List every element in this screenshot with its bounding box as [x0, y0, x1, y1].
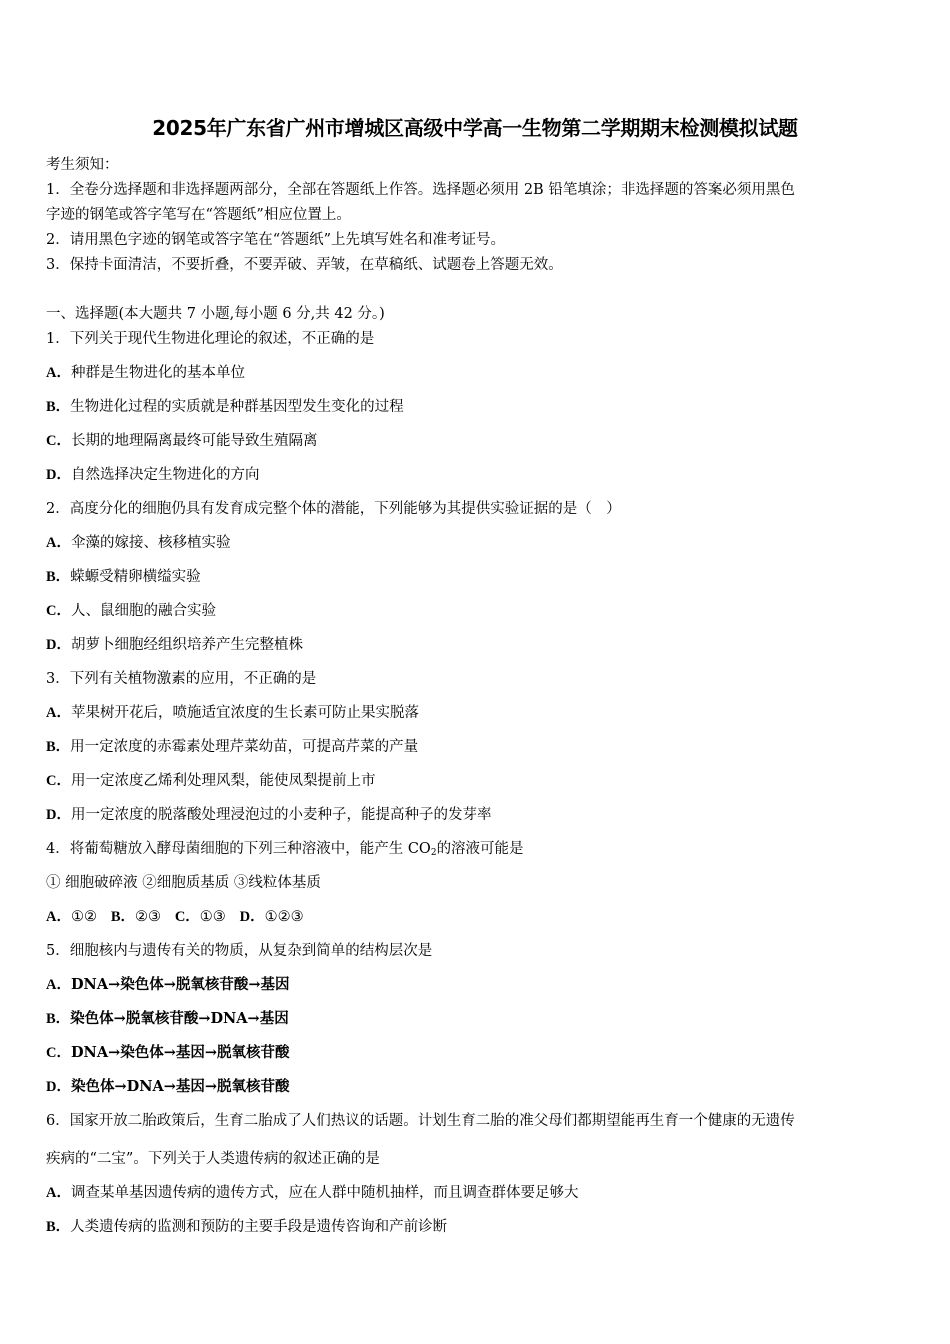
option-letter: C．	[46, 1045, 71, 1061]
question-stem: 疾病的“二宝”。下列关于人类遗传病的叙述正确的是	[46, 1151, 380, 1167]
notice-item: 3．保持卡面清洁，不要折叠，不要弄破、弄皱，在草稿纸、试题卷上答题无效。	[46, 257, 563, 273]
option-letter: A．	[46, 705, 71, 721]
notice-item: 2．请用黑色字迹的钢笔或答字笔在“答题纸”上先填写姓名和准考证号。	[46, 232, 506, 248]
option-letter: B．	[46, 1219, 71, 1235]
option-line	[46, 1041, 908, 1062]
option-line	[46, 1215, 908, 1236]
option-letter: C．	[174, 909, 200, 925]
notice-item: 1．全卷分选择题和非选择题两部分，全部在答题纸上作答。选择题必须用 2B 铅笔填涂；非选择题的答案必须用黑色	[46, 182, 795, 198]
option-text: ①②	[70, 909, 97, 925]
option-letter: A．	[46, 535, 71, 551]
option-line	[46, 1007, 908, 1028]
option-letter: D．	[239, 909, 265, 925]
option-text: 染色体→脱氧核苷酸→DNA→基因	[70, 1010, 289, 1027]
option-text: 用一定浓度乙烯利处理风梨，能使凤梨提前上市	[70, 773, 376, 789]
section-heading: 一、选择题(本大题共 7 小题,每小题 6 分,共 42 分。)	[46, 306, 385, 322]
option-text: 染色体→DNA→基因→脱氧核苷酸	[70, 1078, 290, 1095]
option-line	[46, 1181, 908, 1202]
option-text: 人类遗传病的监测和预防的主要手段是遗传咨询和产前诊断	[70, 1219, 448, 1235]
option-text: 人、鼠细胞的融合实验	[70, 603, 216, 619]
option-letter: A．	[46, 909, 71, 925]
option-letter: B．	[46, 399, 71, 415]
option-line	[46, 395, 908, 416]
option-line	[46, 905, 908, 926]
option-text: ①②③	[264, 909, 304, 925]
page-title: 2025年广东省广州市增城区高级中学高一生物第二学期期末检测模拟试题	[152, 116, 798, 140]
option-text: DNA→染色体→基因→脱氧核苷酸	[70, 1044, 290, 1061]
option-line	[46, 599, 908, 620]
option-text: 用一定浓度的脱落酸处理浸泡过的小麦种子，能提高种子的发芽率	[70, 807, 492, 823]
option-letter: A．	[46, 977, 71, 993]
option-text: ①③	[199, 909, 226, 925]
notice-item: 字迹的钢笔或答字笔写在“答题纸”相应位置上。	[46, 207, 351, 223]
question-stem: 6．国家开放二胎政策后，生育二胎成了人们热议的话题。计划生育二胎的准父母们都期望能再生育一个健康的无遗传	[46, 1113, 795, 1129]
question-items: ① 细胞破碎液 ②细胞质基质 ③线粒体基质	[46, 875, 321, 891]
option-letter: D．	[46, 807, 71, 823]
option-text: 伞藻的嫁接、核移植实验	[70, 535, 231, 551]
option-letter: D．	[46, 467, 71, 483]
option-letter: A．	[46, 365, 71, 381]
question-stem: 5．细胞核内与遗传有关的物质，从复杂到简单的结构层次是	[46, 943, 433, 959]
option-text: 用一定浓度的赤霉素处理芹菜幼苗，可提高芹菜的产量	[70, 739, 419, 755]
option-line	[46, 429, 908, 450]
option-text: ②③	[134, 909, 161, 925]
question-stem: 1．下列关于现代生物进化理论的叙述，不正确的是	[46, 331, 375, 347]
option-line	[46, 633, 908, 654]
option-line	[46, 565, 908, 586]
option-letter: B．	[46, 739, 71, 755]
stem-text: 的溶液可能是	[436, 841, 524, 857]
question-stem: 2．高度分化的细胞仍具有发育成完整个体的潜能，下列能够为其提供实验证据的是（ ）	[46, 501, 621, 517]
question-stem	[46, 837, 908, 858]
question-stem: 3．下列有关植物激素的应用，不正确的是	[46, 671, 317, 687]
option-letter: D．	[46, 1079, 71, 1095]
option-letter: C．	[46, 773, 71, 789]
option-letter: A．	[46, 1185, 71, 1201]
notice-heading: 考生须知：	[46, 157, 119, 173]
option-letter: C．	[46, 433, 71, 449]
option-line	[46, 769, 908, 790]
option-letter: C．	[46, 603, 71, 619]
option-line	[46, 463, 908, 484]
option-text: 长期的地理隔离最终可能导致生殖隔离	[70, 433, 318, 449]
option-line	[46, 701, 908, 722]
option-text: 苹果树开花后，喷施适宜浓度的生长素可防止果实脱落	[70, 705, 419, 721]
option-text: DNA→染色体→脱氧核苷酸→基因	[70, 976, 290, 993]
option-letter: B．	[110, 909, 135, 925]
option-letter: B．	[46, 1011, 71, 1027]
option-line	[46, 973, 908, 994]
option-line	[46, 735, 908, 756]
option-line	[46, 1075, 908, 1096]
option-text: 胡萝卜细胞经组织培养产生完整植株	[70, 637, 303, 653]
option-text: 种群是生物进化的基本单位	[70, 365, 245, 381]
option-line	[46, 361, 908, 382]
subscript: 2	[430, 848, 437, 858]
option-letter: B．	[46, 569, 71, 585]
option-text: 调查某单基因遗传病的遗传方式，应在人群中随机抽样，而且调查群体要足够大	[70, 1185, 579, 1201]
option-letter: D．	[46, 637, 71, 653]
option-line	[46, 803, 908, 824]
option-line	[46, 531, 908, 552]
option-text: 自然选择决定生物进化的方向	[70, 467, 260, 483]
stem-text: 4．将葡萄糖放入酵母菌细胞的下列三种溶液中，能产生 CO	[46, 841, 431, 857]
option-text: 生物进化过程的实质就是种群基因型发生变化的过程	[70, 399, 404, 415]
option-text: 蝾螈受精卵横缢实验	[70, 569, 201, 585]
